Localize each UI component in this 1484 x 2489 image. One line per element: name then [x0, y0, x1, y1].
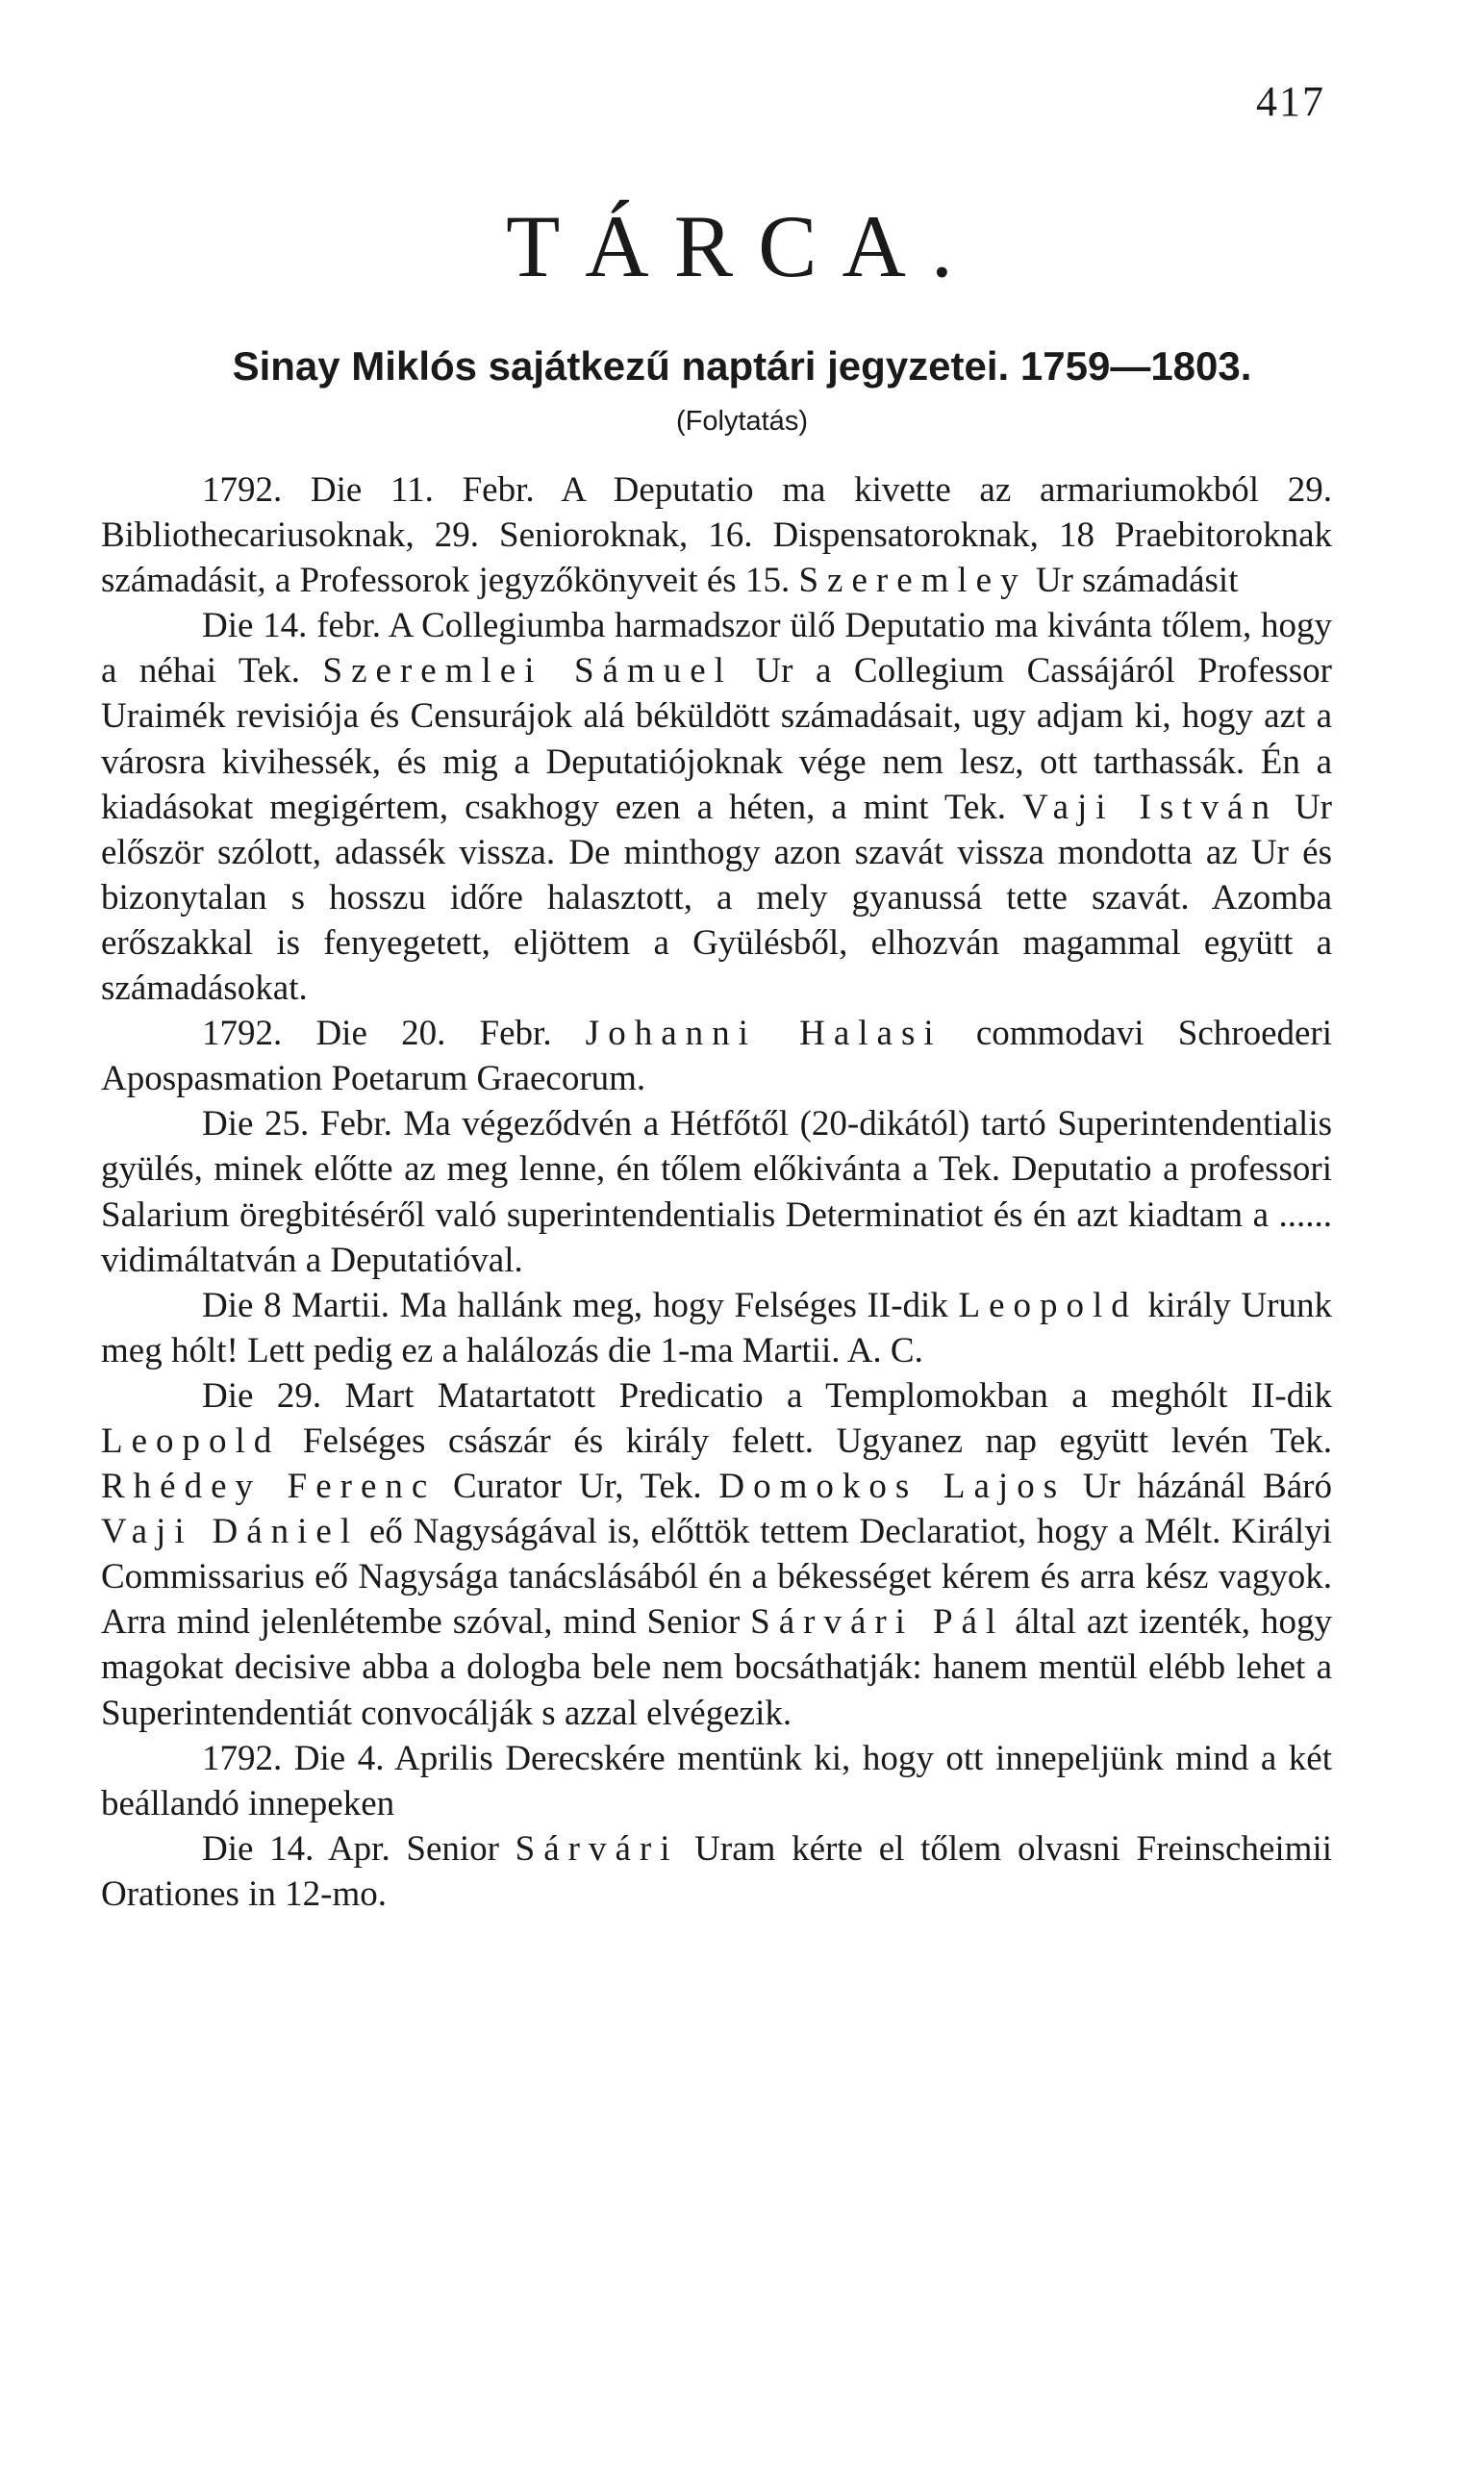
text-segment: Felséges császár és király felett. Ugyanez nap együtt levén Tek. — [280, 1420, 1332, 1461]
text-segment: Curator Ur, Tek. — [436, 1467, 719, 1507]
text-segment: király Urunk meg hólt! Lett pedig ez a halálozás die 1-ma Martii. A. C. — [101, 1285, 1332, 1370]
text-segment: eő Nagyságával is, előttök tettem Declaratiot, hogy a Mélt. Királyi Commissarius eő Nagysága tanácslásából én a békességet kérem és arra kész vagyok. Arra mind jelenlétembe szóval, mind Senior — [101, 1512, 1332, 1643]
diary-entry — [101, 1736, 1332, 1826]
text-segment: által azt izenték, hogy magokat decisive abba a dologba bele nem bocsáthatják: hanem mentül elébb lehet a Superintendentiát convocálják s azzal elvégezik. — [101, 1602, 1333, 1733]
text-segment: 1792. Die 4. Aprilis Derecskére mentünk ki, hogy ott innepeljünk mind a két beállandó innepeken — [101, 1738, 1332, 1823]
text-segment: Ur számadásit — [1026, 561, 1239, 601]
spaced-name: Domokos Lajos — [718, 1467, 1067, 1507]
spaced-name: Rhédey Ferenc — [101, 1467, 437, 1507]
article-title: Sinay Miklós sajátkezű naptári jegyzetei. 1759—1803. — [232, 343, 1252, 389]
text-segment: Ur házánál Báró — [1066, 1467, 1333, 1507]
diary-entry — [101, 1283, 1332, 1373]
section-title: TÁRCA. — [506, 197, 978, 295]
diary-entry — [101, 467, 1332, 603]
text-segment: 1792. Die 11. Febr. A Deputatio ma kivette az armariumokból 29. Bibliothecariusoknak, 29. Senioroknak, 16. Dispensatoroknak, 18 Praebitoroknak számadásit, a Professorok jegyzőkönyveit és 15. — [101, 470, 1332, 601]
spaced-name: Johanni Halasi — [585, 1014, 943, 1054]
continued-note: (Folytatás) — [676, 406, 808, 437]
text-segment: Die 29. Mart Matartatott Predicatio a Templomokban a meghólt II-dik — [202, 1375, 1332, 1416]
spaced-name: Vaji Dániel — [101, 1512, 360, 1552]
diary-entry — [101, 603, 1332, 1011]
diary-entry — [101, 1826, 1332, 1917]
text-segment: 1792. Die 20. Febr. — [202, 1014, 586, 1054]
spaced-name: Szeremley — [798, 561, 1027, 601]
spaced-name: Szeremlei Sámuel — [322, 651, 733, 691]
text-segment: Die 25. Febr. Ma végeződvén a Hétfőtől (20-dikától) tartó Superintendentialis gyülés, minek előtte az meg lenne, én tőlem előkivánta a Tek. Deputatio a professori Salarium öregbitéséről való superintendentialis Determinatiot és én azt kiadtam a ...... vidimáltatván a Deputatióval. — [101, 1104, 1332, 1280]
text-segment: Die 14. Apr. Senior — [202, 1828, 516, 1869]
spaced-name: Leopold — [101, 1420, 281, 1461]
text-segment: commodavi Schroederi Apospasmation Poetarum Graecorum. — [101, 1014, 1333, 1099]
text-segment: Die 8 Martii. Ma hallánk meg, hogy Felséges II-dik — [202, 1285, 959, 1325]
diary-entry — [101, 1101, 1332, 1282]
spaced-name: Vaji István — [1021, 787, 1278, 827]
text-segment: Die 14. febr. A Collegiumba harmadszor ülő Deputatio ma kivánta tőlem, hogy a néhai Tek. — [101, 606, 1332, 691]
spaced-name: Sárvári Pál — [750, 1602, 1005, 1643]
text-segment: Uram kérte el tőlem olvasni Freinscheimii Orationes in 12-mo. — [101, 1828, 1333, 1914]
page-number: 417 — [1256, 78, 1325, 125]
text-segment: Ur a Collegium Cassájáról Professor Uraimék revisiója és Censurájok alá béküldött számadásait, ugy adjam ki, hogy azt a városra kivihessék, és mig a Deputatiójoknak vége nem lesz, ott tarthassák. Én a kiadásokat megigértem, csakhogy ezen a héten, a mint Tek. — [101, 651, 1332, 827]
spaced-name: Sárvári — [515, 1828, 679, 1869]
diary-entry — [101, 1373, 1332, 1736]
diary-entry — [101, 1011, 1332, 1101]
body-text — [101, 467, 1332, 1917]
spaced-name: Leopold — [958, 1285, 1138, 1325]
text-segment: Ur először szólott, adassék vissza. De minthogy azon szavát vissza mondotta az Ur és bizonytalan s hosszu időre halasztott, a mely gyanussá tette szavát. Azomba erőszakkal is fenyegetett, eljöttem a Gyülésből, elhozván magammal együtt a számadásokat. — [101, 787, 1332, 1009]
